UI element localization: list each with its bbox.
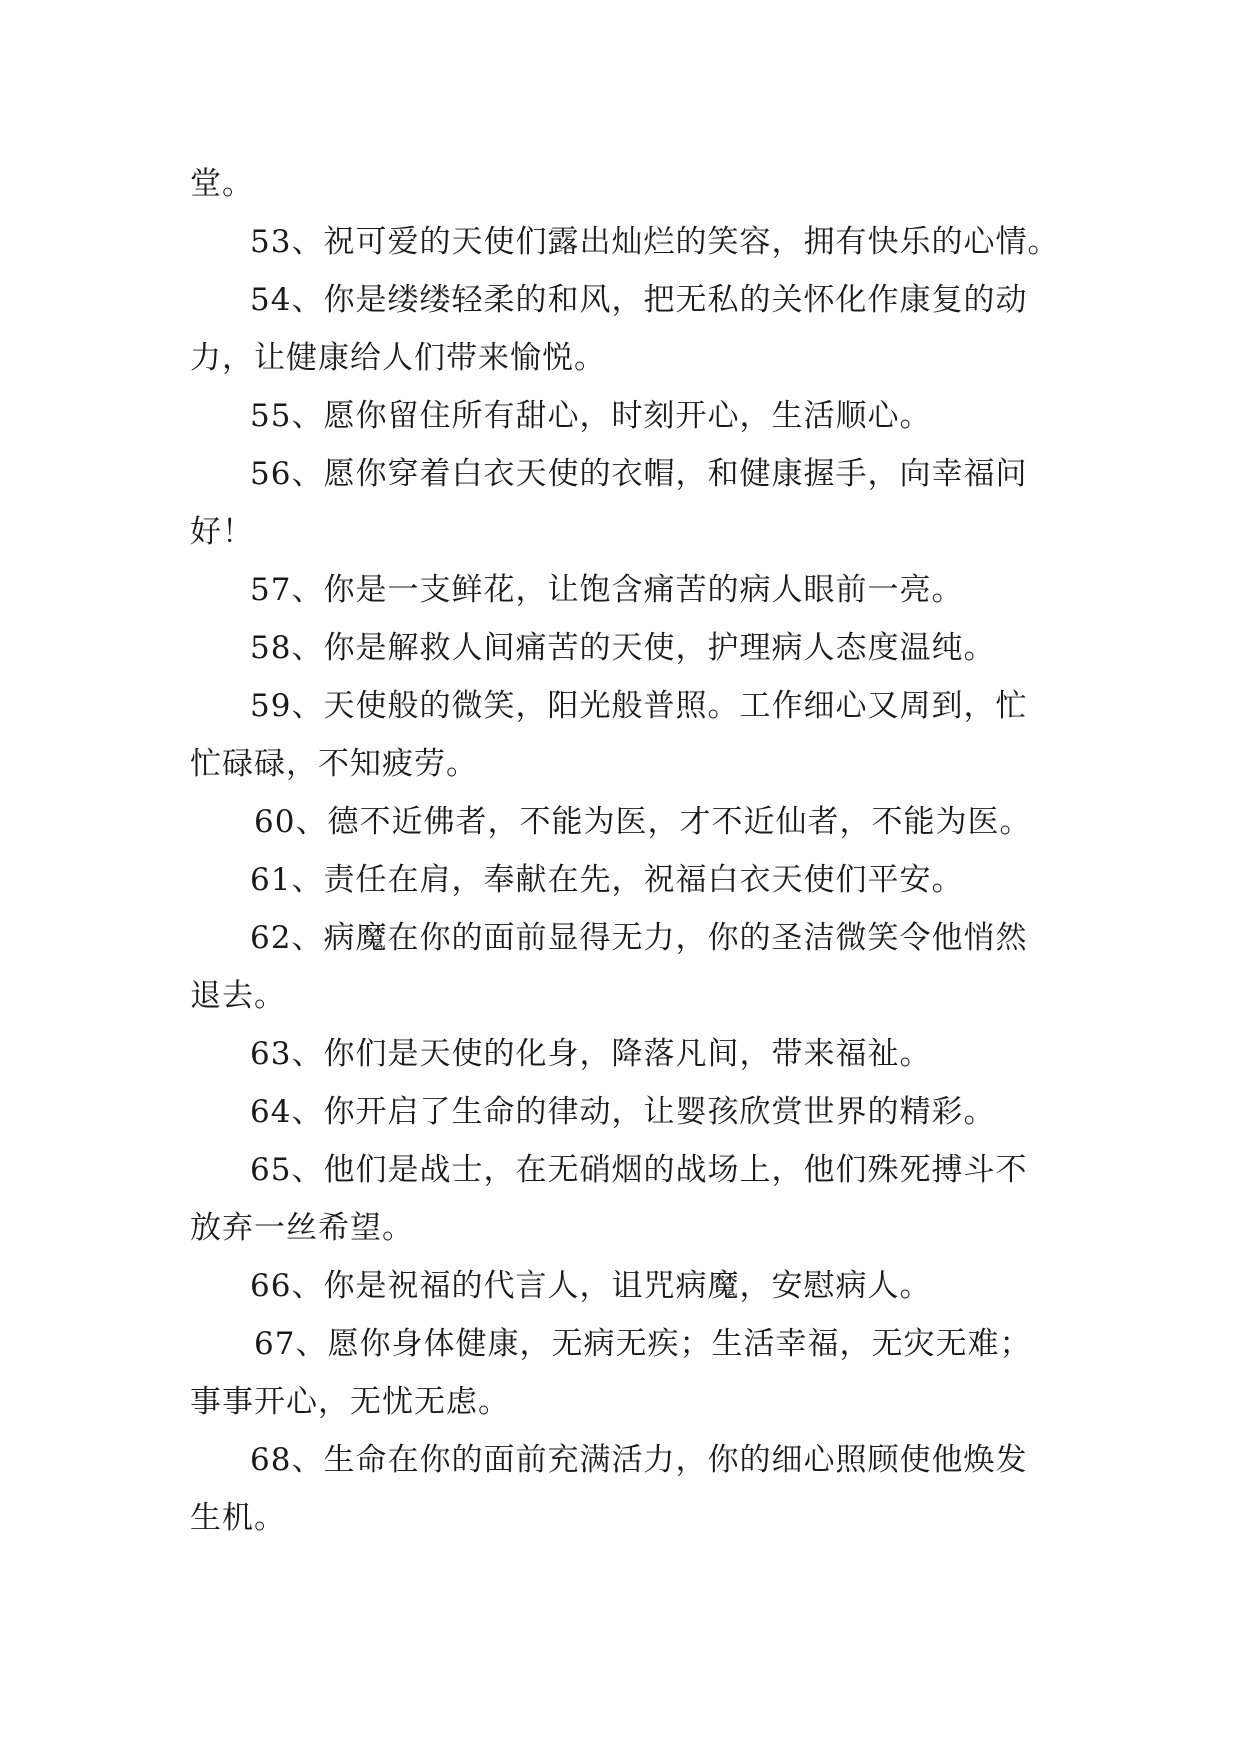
- text-line: 退去。: [190, 978, 286, 1014]
- text-line: 堂。: [190, 166, 254, 202]
- text-line: 57、你是一支鲜花，让饱含痛苦的病人眼前一亮。: [250, 572, 964, 608]
- text-line: 55、愿你留住所有甜心，时刻开心，生活顺心。: [250, 398, 932, 434]
- text-line: 53、祝可爱的天使们露出灿烂的笑容，拥有快乐的心情。: [250, 224, 1060, 260]
- text-line: 66、你是祝福的代言人，诅咒病魔，安慰病人。: [250, 1268, 932, 1304]
- text-line: 56、愿你穿着白衣天使的衣帽，和健康握手，向幸福问: [250, 456, 1028, 492]
- text-line: 放弃一丝希望。: [190, 1210, 414, 1246]
- text-line: 68、生命在你的面前充满活力，你的细心照顾使他焕发: [250, 1442, 1028, 1478]
- text-line: 力，让健康给人们带来愉悦。: [190, 340, 606, 376]
- text-line: 60、德不近佛者，不能为医，才不近仙者，不能为医。: [254, 804, 1032, 840]
- text-line: 生机。: [190, 1500, 286, 1536]
- text-line: 61、责任在肩，奉献在先，祝福白衣天使们平安。: [250, 862, 964, 898]
- text-line: 59、天使般的微笑，阳光般普照。工作细心又周到，忙: [250, 688, 1028, 724]
- text-line: 65、他们是战士，在无硝烟的战场上，他们殊死搏斗不: [250, 1152, 1028, 1188]
- text-line: 58、你是解救人间痛苦的天使，护理病人态度温纯。: [250, 630, 996, 666]
- text-line: 事事开心，无忧无虑。: [190, 1384, 510, 1420]
- text-line: 67、愿你身体健康，无病无疾；生活幸福，无灾无难；: [254, 1326, 1032, 1362]
- text-line: 忙碌碌，不知疲劳。: [190, 746, 478, 782]
- text-line: 好！: [190, 514, 254, 550]
- text-line: 63、你们是天使的化身，降落凡间，带来福祉。: [250, 1036, 932, 1072]
- text-line: 62、病魔在你的面前显得无力，你的圣洁微笑令他悄然: [250, 920, 1028, 956]
- text-line: 54、你是缕缕轻柔的和风，把无私的关怀化作康复的动: [250, 282, 1028, 318]
- text-line: 64、你开启了生命的律动，让婴孩欣赏世界的精彩。: [250, 1094, 996, 1130]
